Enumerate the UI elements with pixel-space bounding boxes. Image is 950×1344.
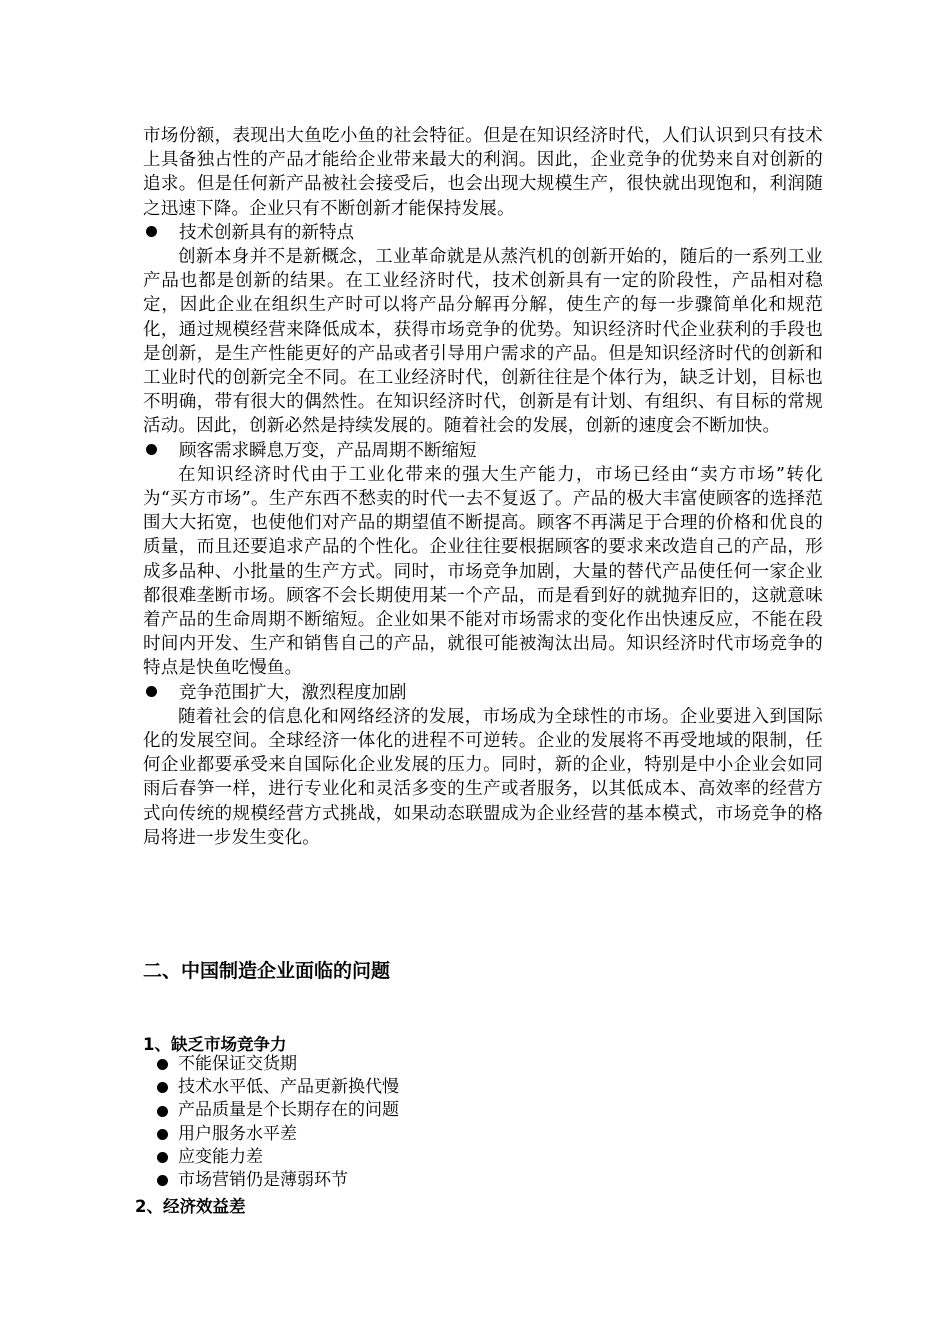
section-title: 二、中国制造企业面临的问题	[143, 960, 391, 982]
bullet-dot-icon	[157, 1059, 168, 1070]
bullet-dot-icon	[157, 1106, 168, 1117]
list-item	[157, 1169, 399, 1192]
list-item	[157, 1053, 399, 1076]
bullet-dot-icon	[146, 444, 157, 455]
list-item	[157, 1146, 399, 1169]
list-item-text: 不能保证交货期	[178, 1054, 297, 1074]
list-item-text: 产品质量是个长期存在的问题	[178, 1100, 399, 1121]
problem-list	[157, 1053, 399, 1192]
bullet-dot-icon	[157, 1082, 168, 1093]
intro-paragraph: 市场份额，表现出大鱼吃小鱼的社会特征。但是在知识经济时代，人们认识到只有技术上具备独占性的产品才能给企业带来最大的利润。因此，企业竞争的优势来自对创新的追求。但是任何新产品被社会接受后，也会出现大规模生产，很快就出现饱和，利润随之迅速下降。企业只有不断创新才能保持发展。	[143, 126, 823, 219]
bullet-heading-text: 竞争范围扩大，激烈程度加剧	[179, 682, 407, 703]
list-item	[157, 1076, 399, 1099]
bullet-dot-icon	[146, 686, 157, 697]
bullet-paragraph-customer-demand: 在知识经济时代由于工业化带来的强大生产能力，市场已经由“卖方市场”转化为“买方市场”。生产东西不愁卖的时代一去不复返了。产品的极大丰富使顾客的选择范围大大拓宽，也使他们对产品的期望值不断提高。顾客不再满足于合理的价格和优良的质量，而且还要追求产品的个性化。企业往往要根据顾客的要求来改造自己的产品，形成多品种、小批量的生产方式。同时，市场竞争加剧，大量的替代产品使任何一家企业都很难垄断市场。顾客不会长期使用某一个产品，而是看到好的就抛弃旧的，这就意味着产品的生命周期不断缩短。企业如果不能对市场需求的变化作出快速反应，不能在段时间内开发、生产和销售自己的产品，就很可能被淘汰出局。知识经济时代市场竞争的特点是快鱼吃慢鱼。	[143, 464, 823, 679]
bullet-heading-text: 技术创新具有的新特点	[179, 222, 354, 243]
subsection-title-competitiveness: 1、缺乏市场竞争力	[143, 1035, 287, 1054]
list-item	[157, 1099, 399, 1122]
document-body	[143, 124, 823, 850]
bullet-heading-customer-demand	[143, 439, 823, 463]
list-item-text: 应变能力差	[178, 1146, 263, 1167]
subsection-title-economic-efficiency: 2、经济效益差	[135, 1197, 246, 1216]
list-item-text: 市场营销仍是薄弱环节	[178, 1170, 348, 1191]
bullet-paragraph-tech-innovation: 创新本身并不是新概念，工业革命就是从蒸汽机的创新开始的，随后的一系列工业产品也都是创新的结果。在工业经济时代，技术创新具有一定的阶段性，产品相对稳定，因此企业在组织生产时可以将产品分解再分解，使生产的每一步骤简单化和规范化，通过规模经营来降低成本，获得市场竞争的优势。知识经济时代企业获利的手段也是创新，是生产性能更好的产品或者引导用户需求的产品。但是知识经济时代的创新和工业时代的创新完全不同。在工业经济时代，创新往往是个体行为，缺乏计划，目标也不明确，带有很大的偶然性。在知识经济时代，创新是有计划、有组织、有目标的常规活动。因此，创新必然是持续发展的。随着社会的发展，创新的速度会不断加快。	[143, 247, 823, 437]
list-item-text: 用户服务水平差	[178, 1123, 297, 1144]
bullet-heading-tech-innovation	[143, 221, 823, 245]
bullet-heading-competition	[143, 681, 823, 705]
bullet-dot-icon	[157, 1175, 168, 1186]
list-item	[157, 1123, 399, 1146]
bullet-dot-icon	[157, 1152, 168, 1163]
list-item-text: 技术水平低、产品更新换代慢	[178, 1077, 399, 1098]
bullet-paragraph-competition: 随着社会的信息化和网络经济的发展，市场成为全球性的市场。企业要进入到国际化的发展空间。全球经济一体化的进程不可逆转。企业的发展将不再受地域的限制，任何企业都要承受来自国际化企业发展的压力。同时，新的企业，特别是中小企业会如同雨后春笋一样，进行专业化和灵活多变的生产或者服务，以其低成本、高效率的经营方式向传统的规模经营方式挑战，如果动态联盟成为企业经营的基本模式，市场竞争的格局将进一步发生变化。	[143, 706, 823, 848]
bullet-dot-icon	[157, 1129, 168, 1140]
bullet-dot-icon	[146, 226, 157, 237]
bullet-heading-text: 顾客需求瞬息万变，产品周期不断缩短	[179, 440, 477, 461]
